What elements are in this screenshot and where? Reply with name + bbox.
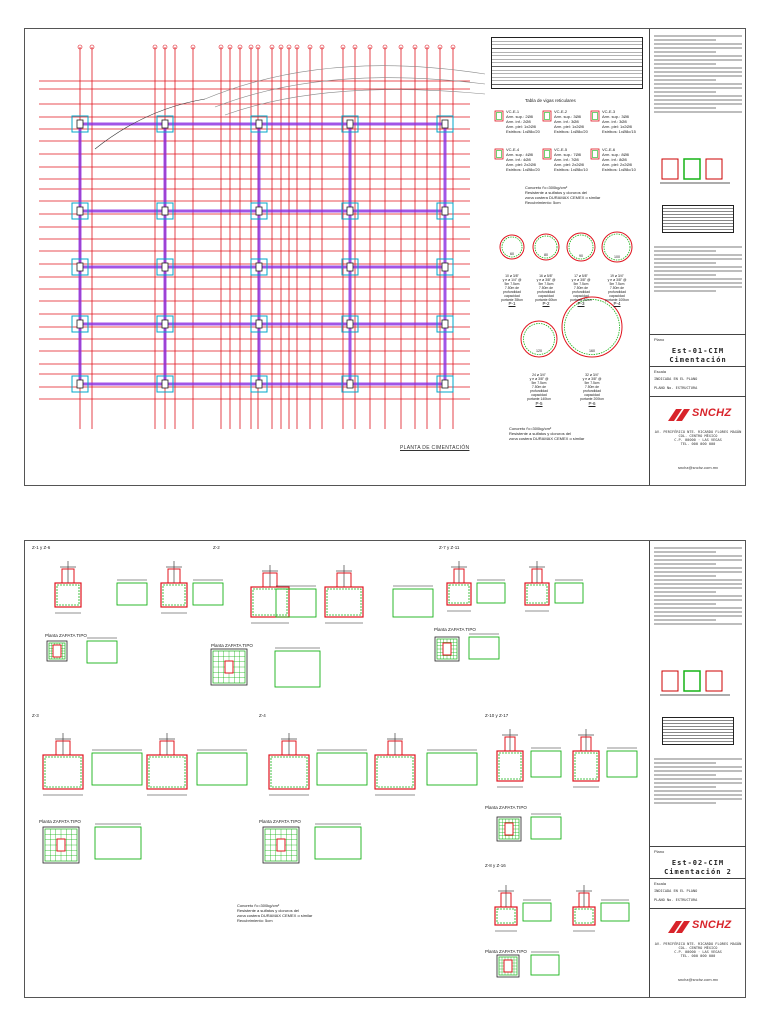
logo-text: SNCHZ <box>692 407 732 419</box>
pile-spec-line: 7.50m de profundidad <box>572 286 590 294</box>
column <box>442 263 448 271</box>
address-line: TEL. 000 000 000 <box>680 954 716 958</box>
brand-logo <box>668 407 730 423</box>
column <box>256 207 262 215</box>
rebar-detail <box>315 827 361 859</box>
beam-spec-line: Arm. sup.: 2Ø8 <box>506 114 533 119</box>
notes-lower <box>654 756 742 836</box>
concrete-note-line: Concreto f'c=300kg/cm² <box>237 903 280 908</box>
footing-elevation <box>447 583 471 605</box>
brand-email: snchz@snchz.com.mx <box>677 465 719 470</box>
pile-section <box>562 297 622 357</box>
pile-spec-line: y e ø 3/8" @ <box>529 377 549 381</box>
beam-spec-line: Arm. inf.: 3Ø8 <box>602 119 627 124</box>
scale-value: INDICADA EN EL PLANO <box>654 889 698 893</box>
pile-diameter: 120 <box>536 349 542 353</box>
label-plano: Plano <box>654 849 665 854</box>
pile-diameter: 90 <box>579 254 583 258</box>
column <box>77 380 83 388</box>
footing-elevation <box>269 755 309 789</box>
sheet-cimentacion-1 <box>24 28 746 486</box>
pile-spec <box>578 373 606 401</box>
footing-details-svg <box>25 541 650 997</box>
rebar-detail <box>276 589 316 617</box>
address-line: AV. PERIFÉRICO NTE. RICARDO FLORES MAGÓN <box>654 430 742 434</box>
title-block-scale <box>650 366 746 396</box>
pile-spec-line: capacidad portante 140ton <box>527 393 551 401</box>
rebar-detail <box>555 583 583 603</box>
pile-spec <box>603 274 631 302</box>
concrete-note-line: Recubrimiento: 5cm <box>525 200 561 205</box>
footing-rebar <box>149 757 185 787</box>
pile-spec-line: capacidad portante 100ton <box>605 294 629 302</box>
address-line: C.P. 00000 · LAS VEGAS <box>674 950 722 954</box>
address-line: AV. PERIFÉRICO NTE. RICARDO FLORES MAGÓN <box>654 942 742 946</box>
pile-spec <box>532 274 560 302</box>
pile-spec-line: 5m 7.5cm <box>584 381 600 385</box>
concrete-note-line: Resistente a sulfatos y cloruros del <box>237 908 300 913</box>
sheet-number: PLANO No. ESTRUCTURA <box>654 898 698 902</box>
pile-diameter: 80 <box>544 253 548 257</box>
footing-rebar <box>449 585 469 603</box>
footing-elevation <box>497 751 523 781</box>
title-block-scale <box>650 878 746 908</box>
foundation-plan-drawing <box>25 29 650 485</box>
pile-diameter: 100 <box>614 255 620 259</box>
brand-address <box>653 430 743 446</box>
beam-stirrup <box>497 113 502 120</box>
pile-spec-line: capacidad portante 200ton <box>580 393 604 401</box>
beam-table-title: Tabla de vigas reticulares <box>525 98 576 103</box>
plan-caption: Planta ZAPATA TIPO <box>485 949 527 954</box>
column <box>442 320 448 328</box>
plan-caption: Planta ZAPATA TIPO <box>485 805 527 810</box>
footing-elevation <box>525 583 549 605</box>
pile-code: P-5 <box>535 401 543 406</box>
concrete-note-piles <box>509 426 599 441</box>
pile-spec-line: 5m 7.5cm <box>609 282 625 286</box>
title-block-brand <box>650 396 746 487</box>
pile-spec <box>498 274 526 302</box>
column-plan <box>53 645 61 657</box>
column <box>347 207 353 215</box>
title-block-brand <box>650 908 746 999</box>
concrete-note-line: Resistente a sulfatos y cloruros del <box>509 431 572 436</box>
rebar-detail <box>601 903 629 921</box>
rebar-detail <box>607 751 637 777</box>
beam-spec-line: Arm. inf.: 3Ø8 <box>554 119 579 124</box>
pile-diameter: 160 <box>589 349 595 353</box>
address-line: COL. CENTRO MÉXICO <box>678 434 718 438</box>
beam-stirrup <box>497 151 502 158</box>
pile-spec-line: 7.50m de profundidad <box>530 385 548 393</box>
rebar-detail <box>523 903 551 921</box>
pile-spec-line: 5m 7.5cm <box>538 282 554 286</box>
pile-code: P-4 <box>613 301 621 306</box>
pile-spec-line: 19 ø 3/4" <box>610 274 624 278</box>
column <box>256 320 262 328</box>
scale-value: INDICADA EN EL PLANO <box>654 377 698 381</box>
beam-spec-line: Estribos: 1xØ8c/10 <box>554 167 588 172</box>
footing-elevation <box>161 583 187 607</box>
footing-rebar <box>327 589 361 615</box>
footing-elevation <box>573 751 599 781</box>
pile-spec-line: 5m 7.5cm <box>573 282 589 286</box>
pile-spec-line: 24 ø 3/4" <box>532 373 546 377</box>
beam-code: VC-E-1 <box>506 109 520 114</box>
footing-elevation <box>147 755 187 789</box>
column <box>347 380 353 388</box>
pile-spec-line: 7.50m de profundidad <box>583 385 601 393</box>
plan-caption: Planta ZAPATA TIPO <box>434 627 476 632</box>
footing-rebar <box>253 589 287 615</box>
column <box>442 120 448 128</box>
pile-code: P-6 <box>588 401 596 406</box>
pile-spec-line: y e ø 3/8" @ <box>536 278 556 282</box>
logo-mark-icon <box>668 919 690 935</box>
detail-sketch <box>660 665 736 701</box>
column <box>77 320 83 328</box>
beam-spec-line: Arm. piel: 2x2Ø8 <box>554 162 584 167</box>
beam-spec-line: Estribos: 1xØ8c/20 <box>554 129 588 134</box>
beam-spec-line: Arm. inf.: 7Ø8 <box>554 157 579 162</box>
plan-caption: Planta ZAPATA TIPO <box>211 643 253 648</box>
group-label: Z-2 <box>213 545 220 550</box>
rebar-table <box>662 717 734 745</box>
pile-spec-line: 7.50m de profundidad <box>503 286 521 294</box>
column <box>442 207 448 215</box>
beam-code: VC-E-6 <box>602 147 616 152</box>
plan-caption: Planta ZAPATA TIPO <box>259 819 301 824</box>
beam-spec-line: Arm. inf.: 2Ø8 <box>506 119 531 124</box>
column-plan <box>443 643 451 655</box>
beam-spec <box>602 109 650 134</box>
beam-spec-line: Arm. piel: 1x2Ø8 <box>506 124 536 129</box>
footing-rebar <box>497 909 515 923</box>
rebar-detail <box>87 641 117 663</box>
pile-code: P-3 <box>577 301 585 306</box>
rebar-detail <box>275 651 320 687</box>
rebar-detail <box>193 583 223 605</box>
sheet-cimentacion-2 <box>24 540 746 998</box>
beam-spec-line: Arm. piel: 1x2Ø8 <box>554 124 584 129</box>
rebar-detail <box>531 955 559 975</box>
beam-spec-line: Estribos: 1xØ8c/10 <box>602 167 636 172</box>
footing-elevation <box>43 755 83 789</box>
detail-sketch <box>660 153 736 189</box>
column <box>256 380 262 388</box>
group-label: Z-8 y Z-16 <box>485 863 506 868</box>
footing-elevation <box>375 755 415 789</box>
footing-details-drawing <box>25 541 650 997</box>
group-label: Z-3 <box>32 713 39 718</box>
concrete-note-line: Concreto f'c=300kg/cm² <box>509 426 552 431</box>
pile-spec-line: y e ø 1/4" @ <box>502 278 522 282</box>
footing-elevation <box>251 587 289 617</box>
footing-rebar <box>57 585 79 605</box>
beam-spec-line: Arm. inf.: 8Ø8 <box>602 157 627 162</box>
footing-rebar <box>45 757 81 787</box>
footing-elevation <box>55 583 81 607</box>
pile-spec-line: y e ø 3/8" @ <box>607 278 627 282</box>
beam-spec-line: Arm. sup.: 3Ø8 <box>554 114 581 119</box>
pile-spec-line: capacidad portante 80ton <box>570 294 592 302</box>
beam-spec-line: Estribos: 1xØ8c/20 <box>506 167 540 172</box>
concrete-note-top <box>525 185 615 205</box>
beam-code: VC-E-3 <box>602 109 616 114</box>
logo-text: SNCHZ <box>692 919 732 931</box>
group-label: Z-10 y Z-17 <box>485 713 509 718</box>
plan-caption: Planta ZAPATA TIPO <box>39 819 81 824</box>
concrete-note-bottom <box>237 903 327 923</box>
slab-arc <box>205 66 485 99</box>
column <box>347 263 353 271</box>
rebar-detail <box>117 583 147 605</box>
pile-spec <box>567 274 595 302</box>
column <box>77 207 83 215</box>
drawing-name: Cimentación <box>669 356 727 364</box>
column <box>77 120 83 128</box>
beam-spec-line: Arm. sup.: 3Ø8 <box>602 114 629 119</box>
rebar-detail <box>469 637 499 659</box>
column <box>162 207 168 215</box>
beam-spec-line: Arm. piel: 1x2Ø8 <box>602 124 632 129</box>
column <box>256 120 262 128</box>
pile-code: P-1 <box>508 301 516 306</box>
title-block-top <box>649 29 745 485</box>
beam-spec <box>602 147 650 172</box>
drawing-code: Est-01-CIM <box>671 347 725 355</box>
pile-spec-line: y e ø 3/8" @ <box>571 278 591 282</box>
label-escala: Escala <box>654 369 667 374</box>
brand-logo <box>668 919 730 935</box>
group-label: Z-1 y Z-6 <box>32 545 51 550</box>
column <box>347 320 353 328</box>
beam-code: VC-E-2 <box>554 109 568 114</box>
column <box>162 380 168 388</box>
column <box>77 263 83 271</box>
label-escala: Escala <box>654 881 667 886</box>
title-block-drawing-name <box>650 334 746 366</box>
concrete-note-line: zona costera DURAMAX CEMEX o similar <box>237 913 313 918</box>
column <box>442 380 448 388</box>
column-plan <box>505 823 513 835</box>
concrete-note-line: Recubrimiento: 5cm <box>237 918 273 923</box>
rebar-detail <box>393 589 433 617</box>
beam-spec-line: Arm. sup.: 8Ø8 <box>602 152 629 157</box>
pile-spec <box>525 373 553 401</box>
beam-spec-line: Estribos: 1xØ8c/20 <box>506 129 540 134</box>
pile-code: P-2 <box>542 301 550 306</box>
footing-elevation <box>325 587 363 617</box>
group-label: Z-4 <box>259 713 266 718</box>
rebar-detail <box>197 753 247 785</box>
pile-rebar <box>565 300 620 355</box>
group-label: Z-7 y Z-11 <box>439 545 460 550</box>
rebar-detail <box>477 583 505 603</box>
pile-spec-line: capacidad portante 60ton <box>535 294 557 302</box>
footing-rebar <box>377 757 413 787</box>
beam-spec-line: Arm. piel: 2x2Ø8 <box>602 162 632 167</box>
footing-rebar <box>575 909 593 923</box>
rebar-detail <box>427 753 477 785</box>
pile-spec-line: 7.50m de profundidad <box>537 286 555 294</box>
column-plan <box>277 839 285 851</box>
brand-address <box>653 942 743 958</box>
column-plan <box>225 661 233 673</box>
footing-rebar <box>499 753 521 779</box>
address-line: COL. CENTRO MÉXICO <box>678 946 718 950</box>
beam-code: VC-E-4 <box>506 147 520 152</box>
drawing-code: Est-02-CIM <box>671 859 725 867</box>
pile-spec-line: 10 ø 3/8" <box>505 274 519 278</box>
concrete-note-line: Resistente a sulfatos y cloruros del <box>525 190 588 195</box>
pile-spec-line: y e ø 3/8" @ <box>582 377 602 381</box>
column <box>162 120 168 128</box>
rebar-detail <box>531 817 561 839</box>
logo-mark-icon <box>668 407 690 423</box>
address-line: TEL. 000 000 000 <box>680 442 716 446</box>
plan-title: PLANTA DE CIMENTACIÓN <box>400 445 470 451</box>
schedule-table <box>491 37 643 89</box>
footing-rebar <box>575 753 597 779</box>
pile-spec-line: capacidad portante 35ton <box>501 294 523 302</box>
plan-caption: Planta ZAPATA TIPO <box>45 633 87 638</box>
beam-spec-line: Arm. sup.: 4Ø8 <box>506 152 533 157</box>
beam-spec-line: Arm. piel: 2x2Ø8 <box>506 162 536 167</box>
brand-email: snchz@snchz.com.mx <box>677 977 719 982</box>
title-block-drawing-name <box>650 846 746 878</box>
rebar-detail <box>317 753 367 785</box>
pile-spec-line: 17 ø 5/8" <box>574 274 588 278</box>
footing-elevation <box>573 907 595 925</box>
address-line: C.P. 00000 · LAS VEGAS <box>674 438 722 442</box>
pile-diameter: 60 <box>510 252 514 256</box>
beam-spec-line: Estribos: 1xØ8c/15 <box>602 129 636 134</box>
column <box>347 120 353 128</box>
beam-spec-line: Arm. sup.: 7Ø8 <box>554 152 581 157</box>
pile-spec-line: 5m 7.5cm <box>504 282 520 286</box>
rebar-detail <box>92 753 142 785</box>
label-plano: Plano <box>654 337 665 342</box>
pile-spec-line: 16 ø 5/8" <box>539 274 553 278</box>
footing-elevation <box>495 907 517 925</box>
rebar-table <box>662 205 734 233</box>
rebar-detail <box>531 751 561 777</box>
pile-spec-line: 32 ø 3/4" <box>585 373 599 377</box>
pile-spec-line: 7.50m de profundidad <box>608 286 626 294</box>
column <box>162 263 168 271</box>
beam-code: VC-E-5 <box>554 147 568 152</box>
column <box>256 263 262 271</box>
beam-spec-line: Arm. inf.: 4Ø8 <box>506 157 531 162</box>
footing-rebar <box>163 585 185 605</box>
concrete-note-line: zona costera DURAMAX CEMEX o similar <box>509 436 585 441</box>
concrete-note-line: Concreto f'c=300kg/cm² <box>525 185 568 190</box>
concrete-note-line: zona costera DURAMAX CEMEX o similar <box>525 195 601 200</box>
notes-lower <box>654 244 742 324</box>
column <box>162 320 168 328</box>
drawing-name: Cimentación 2 <box>664 868 732 876</box>
rebar-detail <box>95 827 141 859</box>
column-plan <box>57 839 65 851</box>
title-block-bottom <box>649 541 745 997</box>
pile-spec-line: 5m 7.5cm <box>531 381 547 385</box>
footing-rebar <box>527 585 547 603</box>
footing-rebar <box>271 757 307 787</box>
column-plan <box>504 960 512 972</box>
sheet-number: PLANO No. ESTRUCTURA <box>654 386 698 390</box>
